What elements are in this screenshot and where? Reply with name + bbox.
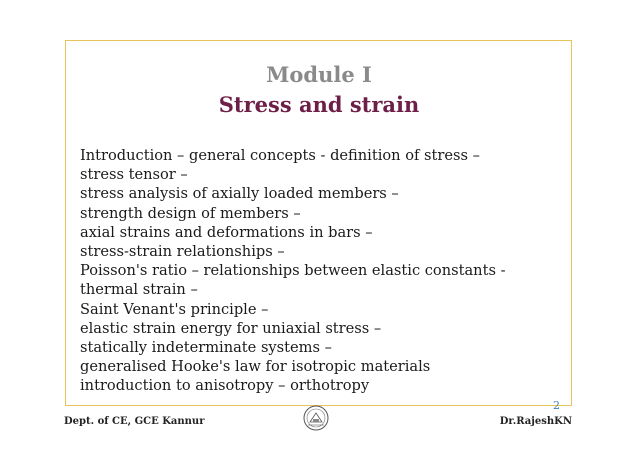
topic-item: introduction to anisotropy – orthotropy [80,377,370,395]
topic-item: elastic strain energy for uniaxial stress – [80,319,382,337]
footer-department: Dept. of CE, GCE Kannur [64,416,205,427]
topic-item: axial strains and deformations in bars – [80,223,373,241]
module-title: Module I [266,62,372,87]
topic-item: strength design of members – [80,204,301,222]
topic-item: generalised Hooke's law for isotropic materials [80,358,431,376]
topic-item: stress-strain relationships – [80,243,285,261]
topic-item: stress analysis of axially loaded members – [80,185,399,203]
topic-item: statically indeterminate systems – [80,339,332,357]
topic-title: Stress and strain [218,92,420,117]
topic-list [80,146,506,396]
topic-item: stress tensor – [80,166,188,184]
college-seal-icon [303,405,329,431]
footer-author: Dr.RajeshKN [499,416,572,427]
topic-item: Saint Venant's principle – [80,300,269,318]
topic-item: thermal strain – [80,281,198,299]
page-number: 2 [553,399,560,412]
topic-item: Poisson's ratio – relationships between elastic constants - [80,262,506,280]
topic-item: Introduction – general concepts - definition of stress – [80,147,480,164]
